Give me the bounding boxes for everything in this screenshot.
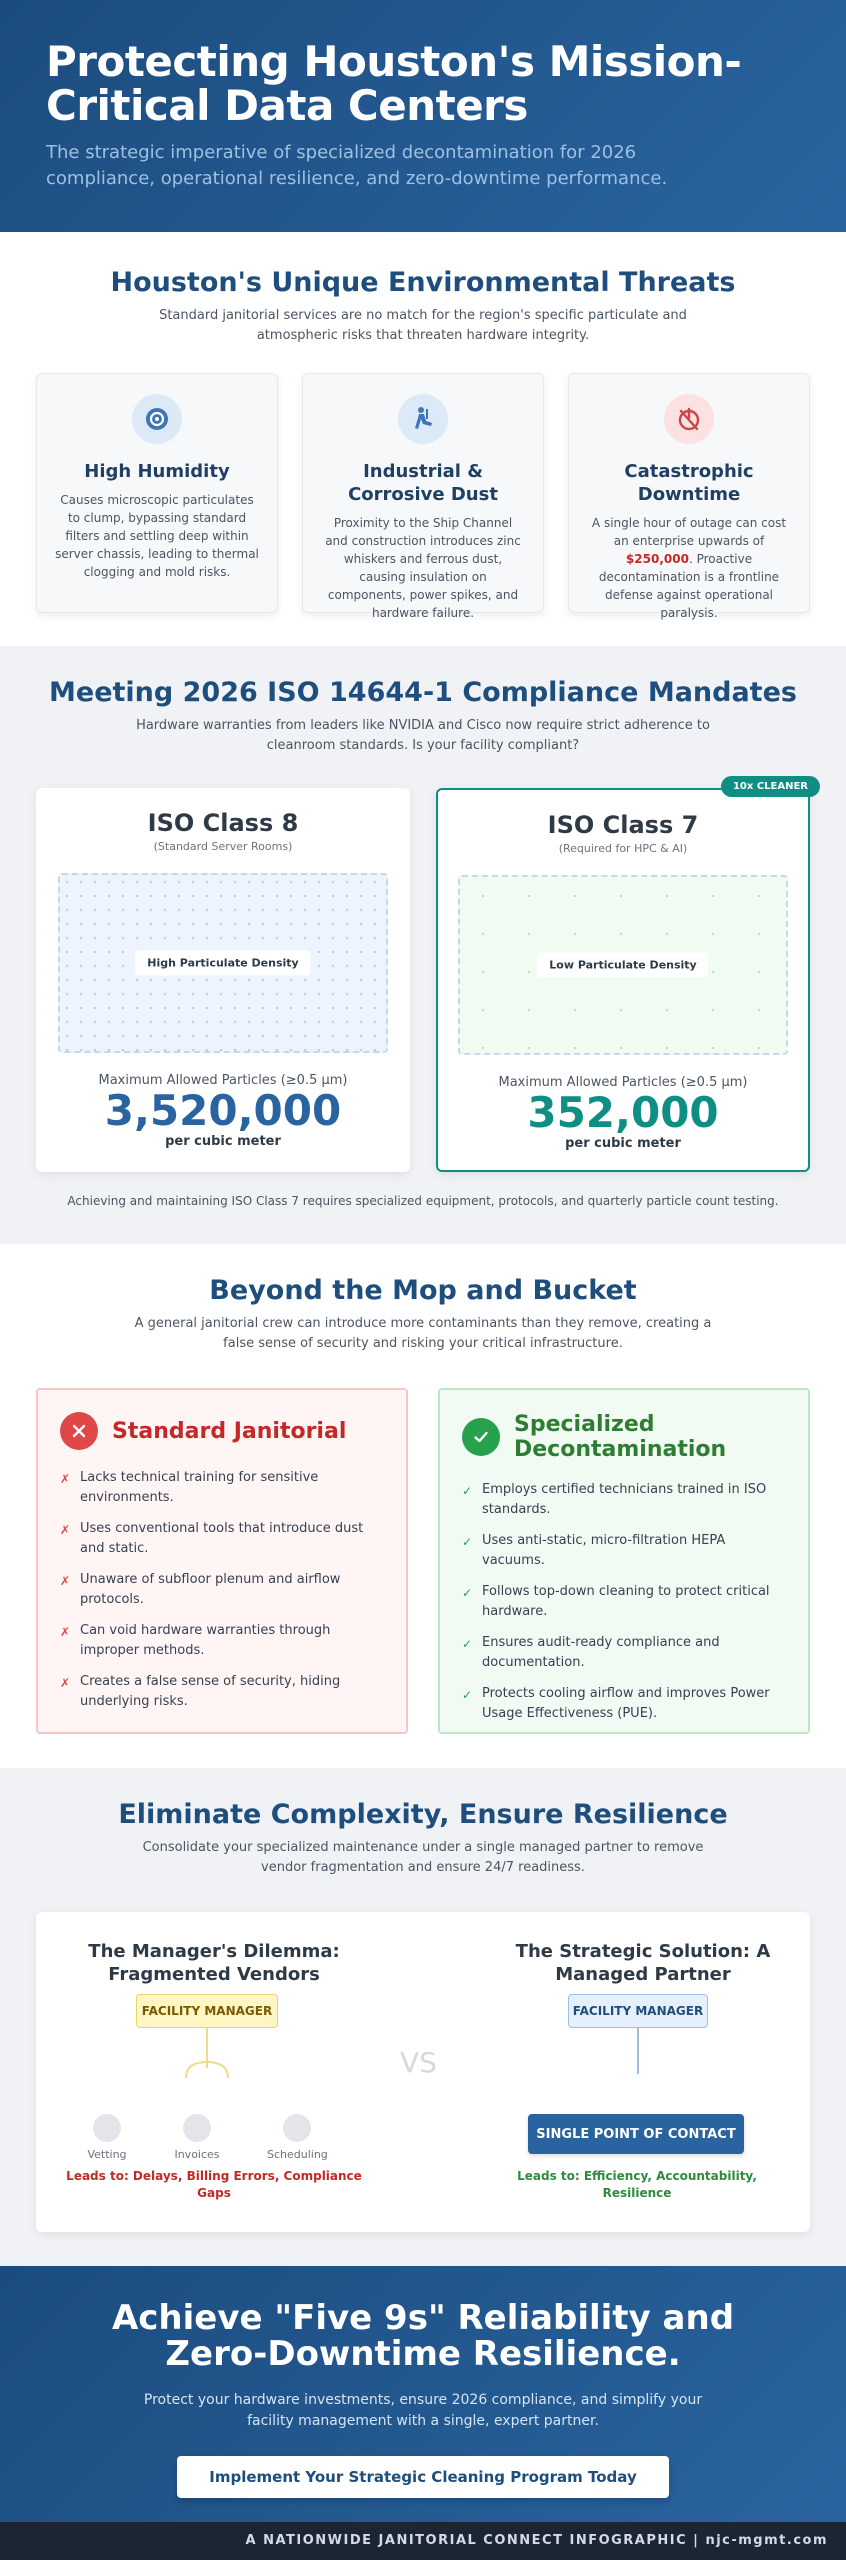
x-mark-icon: ✗ bbox=[60, 1523, 71, 1537]
page-title: Protecting Houston's Mission-Critical Data Centers bbox=[46, 37, 742, 130]
cta-text: Protect your hardware investments, ensure 2026 compliance, and simplify your facility management with a single, expert partner. bbox=[143, 2392, 703, 2429]
check-mark-icon: ✓ bbox=[462, 1586, 473, 1600]
dilemma-title: The Manager's Dilemma: Fragmented Vendors bbox=[88, 1941, 340, 1985]
check-mark-icon: ✓ bbox=[462, 1484, 473, 1498]
connector-line bbox=[637, 2028, 639, 2074]
cleaner-badge: 10x CLEANER bbox=[721, 776, 820, 797]
outage-cost: $250,000 bbox=[625, 552, 689, 566]
industry-icon bbox=[398, 394, 448, 444]
iso-class7-note: (Required for HPC & AI) bbox=[558, 842, 688, 855]
particle-density-box bbox=[58, 873, 388, 1053]
iso-subtitle: Hardware warranties from leaders like NVIDIA and Cisco now require strict adherence to cleanroom standards. Is your facility compliant? bbox=[136, 718, 710, 753]
x-mark-icon: ✗ bbox=[60, 1676, 71, 1690]
complexity-title: Eliminate Complexity, Ensure Resilience bbox=[118, 1799, 728, 1830]
vendor-node: Scheduling bbox=[267, 2114, 327, 2161]
standard-title: Standard Janitorial bbox=[112, 1418, 347, 1444]
threat-text: Proximity to the Ship Channel and construction introduces zinc whiskers and ferrous dust, causing insulation on components, power spikes, and hardware failure. bbox=[325, 516, 521, 620]
threat-card-downtime bbox=[568, 373, 810, 620]
vendor-comparison-panel bbox=[36, 1912, 810, 2232]
cta-section bbox=[0, 2266, 846, 2522]
threat-text: Causes microscopic particulates to clump, bypassing standard filters and settling deep within server chassis, leading to thermal clogging and mold risks. bbox=[55, 493, 259, 579]
iso-footnote: Achieving and maintaining ISO Class 7 requires specialized equipment, protocols, and quarterly particle count testing. bbox=[67, 1194, 779, 1208]
cta-button[interactable]: Implement Your Strategic Cleaning Program Today bbox=[177, 2456, 669, 2498]
list-item: ✗ Uses conventional tools that introduce dust and static. bbox=[60, 1519, 384, 1559]
density-label: Low Particulate Density bbox=[537, 953, 708, 978]
particle-density-box bbox=[458, 875, 788, 1055]
x-mark-icon: ✗ bbox=[60, 1574, 71, 1588]
unit-label: per cubic meter bbox=[565, 1136, 681, 1151]
dilemma-result: Leads to: Delays, Billing Errors, Compliance Gaps bbox=[66, 2169, 362, 2200]
threat-title: Catastrophic Downtime bbox=[624, 461, 754, 505]
check-circle-icon bbox=[462, 1418, 500, 1456]
specialized-list bbox=[462, 1480, 786, 1724]
iso-title: Meeting 2026 ISO 14644-1 Compliance Mandates bbox=[49, 677, 797, 708]
check-mark-icon: ✓ bbox=[462, 1637, 473, 1651]
iso-class7-value: 352,000 bbox=[527, 1088, 719, 1137]
threat-card-humidity bbox=[36, 373, 278, 613]
iso-class8-title: ISO Class 8 bbox=[147, 809, 299, 837]
footer: A NATIONWIDE JANITORIAL CONNECT INFOGRAPHIC | njc-mgmt.com bbox=[0, 2522, 846, 2560]
vs-label: VS bbox=[400, 2046, 437, 2079]
facility-manager-pill: FACILITY MANAGER bbox=[136, 1994, 278, 2028]
check-mark-icon: ✓ bbox=[462, 1688, 473, 1702]
max-particles-label: Maximum Allowed Particles (≥0.5 µm) bbox=[498, 1075, 748, 1090]
vendor-node: Vetting bbox=[77, 2114, 137, 2161]
page-subtitle: The strategic imperative of specialized decontamination for 2026 compliance, operational resilience, and zero-downtime performance. bbox=[46, 142, 668, 189]
threats-subtitle: Standard janitorial services are no match for the region's specific particulate and atmospheric risks that threaten hardware integrity. bbox=[159, 308, 687, 343]
single-point-contact-pill: SINGLE POINT OF CONTACT bbox=[528, 2114, 744, 2154]
list-item: ✗ Lacks technical training for sensitive environments. bbox=[60, 1468, 384, 1508]
iso-class8-value: 3,520,000 bbox=[104, 1086, 342, 1135]
x-mark-icon: ✗ bbox=[60, 1625, 71, 1639]
check-mark-icon: ✓ bbox=[462, 1535, 473, 1549]
specialized-card bbox=[438, 1388, 810, 1734]
threats-title: Houston's Unique Environmental Threats bbox=[110, 267, 736, 298]
standard-janitorial-card bbox=[36, 1388, 408, 1734]
list-item: ✓ Employs certified technicians trained in ISO standards. bbox=[462, 1480, 786, 1520]
threat-text: A single hour of outage can cost an enterprise upwards of $250,000. Proactive decontamination is a frontline defense against operational paralysis. bbox=[591, 516, 787, 620]
density-label: High Particulate Density bbox=[135, 951, 310, 976]
solution-result: Leads to: Efficiency, Accountability, Resilience bbox=[517, 2169, 757, 2200]
fragmented-connector bbox=[156, 2028, 256, 2088]
list-item: ✓ Ensures audit-ready compliance and documentation. bbox=[462, 1633, 786, 1673]
compare-title: Beyond the Mop and Bucket bbox=[209, 1275, 637, 1306]
vendor-node: Invoices bbox=[167, 2114, 227, 2161]
specialized-title: Specialized Decontamination bbox=[514, 1412, 727, 1462]
solution-title: The Strategic Solution: A Managed Partner bbox=[515, 1941, 771, 1985]
threat-card-dust bbox=[302, 373, 544, 620]
list-item: ✓ Uses anti-static, micro-filtration HEPA vacuums. bbox=[462, 1531, 786, 1571]
iso-class7-title: ISO Class 7 bbox=[547, 811, 699, 839]
list-item: ✓ Follows top-down cleaning to protect critical hardware. bbox=[462, 1582, 786, 1622]
list-item: ✗ Creates a false sense of security, hiding underlying risks. bbox=[60, 1672, 384, 1712]
compare-subtitle: A general janitorial crew can introduce more contaminants than they remove, creating a false sense of security and risking your critical infrastructure. bbox=[134, 1316, 712, 1351]
threat-title: High Humidity bbox=[84, 461, 230, 482]
facility-manager-pill: FACILITY MANAGER bbox=[568, 1994, 708, 2028]
x-circle-icon bbox=[60, 1412, 98, 1450]
unit-label: per cubic meter bbox=[165, 1134, 281, 1149]
x-mark-icon: ✗ bbox=[60, 1472, 71, 1486]
iso-class8-card bbox=[36, 788, 410, 1172]
list-item: ✗ Unaware of subfloor plenum and airflow protocols. bbox=[60, 1570, 384, 1610]
power-off-icon bbox=[664, 394, 714, 444]
cta-title: Achieve "Five 9s" Reliability and Zero-Downtime Resilience. bbox=[111, 2298, 735, 2374]
iso-class8-note: (Standard Server Rooms) bbox=[153, 840, 293, 853]
list-item: ✓ Protects cooling airflow and improves Power Usage Effectiveness (PUE). bbox=[462, 1684, 786, 1724]
standard-list bbox=[60, 1468, 384, 1712]
list-item: ✗ Can void hardware warranties through improper methods. bbox=[60, 1621, 384, 1661]
max-particles-label: Maximum Allowed Particles (≥0.5 µm) bbox=[98, 1073, 348, 1088]
hero-header bbox=[0, 0, 846, 232]
water-drop-icon bbox=[132, 394, 182, 444]
complexity-subtitle: Consolidate your specialized maintenance under a single managed partner to remove vendor fragmentation and ensure 24/7 readiness. bbox=[142, 1840, 704, 1875]
iso-class7-card bbox=[436, 781, 810, 1172]
threat-title: Industrial & Corrosive Dust bbox=[348, 461, 498, 505]
